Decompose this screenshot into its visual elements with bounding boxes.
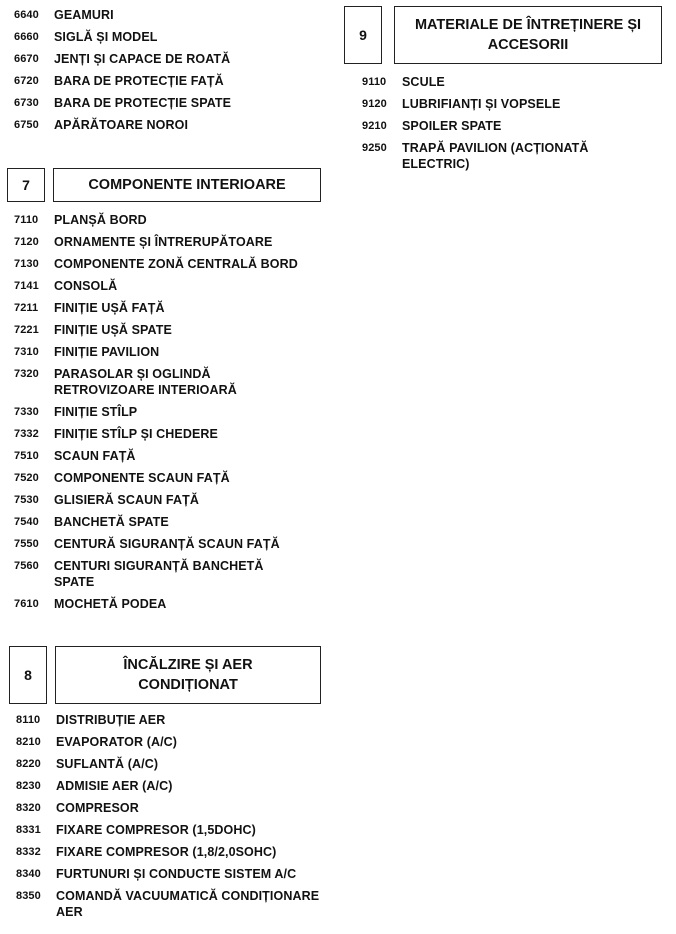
part-label: COMPONENTE ZONĂ CENTRALĂ BORD: [54, 257, 298, 271]
part-label: PARASOLAR ȘI OGLINDĂ RETROVIZOARE INTERIOARĂ: [54, 367, 237, 397]
part-code: 9210: [362, 120, 387, 132]
list-item: [0, 778, 340, 794]
list-item: [0, 558, 340, 590]
section-title: COMPONENTE INTERIOARE: [53, 168, 321, 202]
part-code: 6750: [14, 119, 39, 131]
part-code: 7110: [14, 214, 39, 226]
part-label: CONSOLĂ: [54, 279, 118, 293]
part-code: 6730: [14, 97, 39, 109]
part-code: 8230: [16, 780, 41, 792]
list-item: [0, 234, 340, 250]
part-label: ORNAMENTE ȘI ÎNTRERUPĂTOARE: [54, 235, 273, 249]
part-label: CENTURI SIGURANȚĂ BANCHETĂ SPATE: [54, 559, 264, 589]
part-label: APĂRĂTOARE NOROI: [54, 118, 189, 132]
part-label: DISTRIBUȚIE AER: [56, 713, 166, 727]
part-code: 9110: [362, 76, 387, 88]
list-item: [0, 212, 340, 228]
part-label: COMPONENTE SCAUN FAȚĂ: [54, 471, 230, 485]
part-code: 7530: [14, 494, 39, 506]
part-code: 7550: [14, 538, 39, 550]
list-item: [0, 800, 340, 816]
part-code: 8331: [16, 824, 41, 836]
list-item: [0, 470, 340, 486]
part-label: GLISIERĂ SCAUN FAȚĂ: [54, 493, 199, 507]
section-8-header: [9, 646, 321, 693]
part-label: GEAMURI: [54, 8, 114, 22]
part-label: SIGLĂ ȘI MODEL: [54, 30, 158, 44]
part-code: 7141: [14, 280, 39, 292]
part-label: FINIȚIE UȘĂ FAȚĂ: [54, 301, 165, 315]
list-item: [0, 426, 340, 442]
list-item: [0, 366, 340, 398]
list-item: [0, 73, 340, 89]
list-item: [0, 596, 340, 612]
part-label: BARA DE PROTECȚIE FAȚĂ: [54, 74, 224, 88]
part-label: BARA DE PROTECȚIE SPATE: [54, 96, 232, 110]
part-label: FINIȚIE STÎLP: [54, 405, 138, 419]
list-item: [352, 140, 674, 172]
part-code: 8210: [16, 736, 41, 748]
part-code: 7332: [14, 428, 39, 440]
part-code: 8332: [16, 846, 41, 858]
list-item: [0, 95, 340, 111]
list-item: [0, 514, 340, 530]
part-code: 7520: [14, 472, 39, 484]
section-title: MATERIALE DE ÎNTREȚINERE ȘI ACCESORII: [394, 6, 662, 64]
list-item: [0, 734, 340, 750]
list-item: [0, 29, 340, 45]
section-7-list: [0, 212, 340, 618]
part-code: 6660: [14, 31, 39, 43]
list-item: [0, 7, 340, 23]
section-7-header: [7, 168, 321, 202]
part-code: 7310: [14, 346, 39, 358]
list-item: [352, 96, 674, 112]
list-item: [0, 888, 340, 920]
part-label: SPOILER SPATE: [402, 119, 502, 133]
part-label: COMANDĂ VACUUMATICĂ CONDIȚIONARE AER: [56, 889, 320, 919]
section-title: ÎNCĂLZIRE ȘI AER CONDIȚIONAT: [55, 646, 321, 704]
part-code: 7330: [14, 406, 39, 418]
section-9-header: [344, 6, 662, 53]
part-code: 7130: [14, 258, 39, 270]
list-item: [0, 117, 340, 133]
section-number: 7: [7, 168, 45, 202]
part-code: 7510: [14, 450, 39, 462]
section-8-list: [0, 712, 340, 926]
part-code: 6670: [14, 53, 39, 65]
list-item: [0, 712, 340, 728]
part-label: CENTURĂ SIGURANȚĂ SCAUN FAȚĂ: [54, 537, 280, 551]
part-code: 7120: [14, 236, 39, 248]
part-label: COMPRESOR: [56, 801, 139, 815]
part-code: 8220: [16, 758, 41, 770]
part-label: FINIȚIE PAVILION: [54, 345, 160, 359]
list-item: [0, 536, 340, 552]
part-code: 9120: [362, 98, 387, 110]
part-code: 6640: [14, 9, 39, 21]
list-item: [0, 844, 340, 860]
part-label: TRAPĂ PAVILION (ACȚIONATĂ ELECTRIC): [402, 141, 589, 171]
part-code: 6720: [14, 75, 39, 87]
list-item: [0, 344, 340, 360]
list-item: [352, 74, 674, 90]
part-label: SCULE: [402, 75, 445, 89]
part-code: 7540: [14, 516, 39, 528]
part-label: LUBRIFIANȚI ȘI VOPSELE: [402, 97, 561, 111]
part-label: FURTUNURI ȘI CONDUCTE SISTEM A/C: [56, 867, 297, 881]
part-code: 8340: [16, 868, 41, 880]
part-label: SUFLANTĂ (A/C): [56, 757, 159, 771]
list-item: [0, 404, 340, 420]
part-label: SCAUN FAȚĂ: [54, 449, 136, 463]
part-label: FIXARE COMPRESOR (1,8/2,0SOHC): [56, 845, 277, 859]
list-item: [0, 256, 340, 272]
part-code: 8110: [16, 714, 41, 726]
part-code: 9250: [362, 142, 387, 154]
part-code: 7320: [14, 368, 39, 380]
list-item: [0, 492, 340, 508]
list-item: [0, 278, 340, 294]
part-label: FINIȚIE STÎLP ȘI CHEDERE: [54, 427, 218, 441]
part-label: MOCHETĂ PODEA: [54, 597, 167, 611]
list-item: [0, 448, 340, 464]
part-label: EVAPORATOR (A/C): [56, 735, 178, 749]
list-item: [0, 756, 340, 772]
list-item: [0, 822, 340, 838]
top-parts-list: [0, 7, 340, 139]
part-code: 7211: [14, 302, 39, 314]
section-number: 9: [344, 6, 382, 64]
part-label: JENȚI ȘI CAPACE DE ROATĂ: [54, 52, 231, 66]
part-code: 8320: [16, 802, 41, 814]
part-code: 7221: [14, 324, 39, 336]
section-number: 8: [9, 646, 47, 704]
list-item: [352, 118, 674, 134]
list-item: [0, 866, 340, 882]
part-code: 8350: [16, 890, 41, 902]
part-label: ADMISIE AER (A/C): [56, 779, 173, 793]
list-item: [0, 51, 340, 67]
section-9-list: [352, 74, 674, 178]
list-item: [0, 300, 340, 316]
part-code: 7610: [14, 598, 39, 610]
part-label: FINIȚIE UȘĂ SPATE: [54, 323, 172, 337]
list-item: [0, 322, 340, 338]
part-label: BANCHETĂ SPATE: [54, 515, 169, 529]
part-label: FIXARE COMPRESOR (1,5DOHC): [56, 823, 256, 837]
part-label: PLANȘĂ BORD: [54, 213, 147, 227]
part-code: 7560: [14, 560, 39, 572]
